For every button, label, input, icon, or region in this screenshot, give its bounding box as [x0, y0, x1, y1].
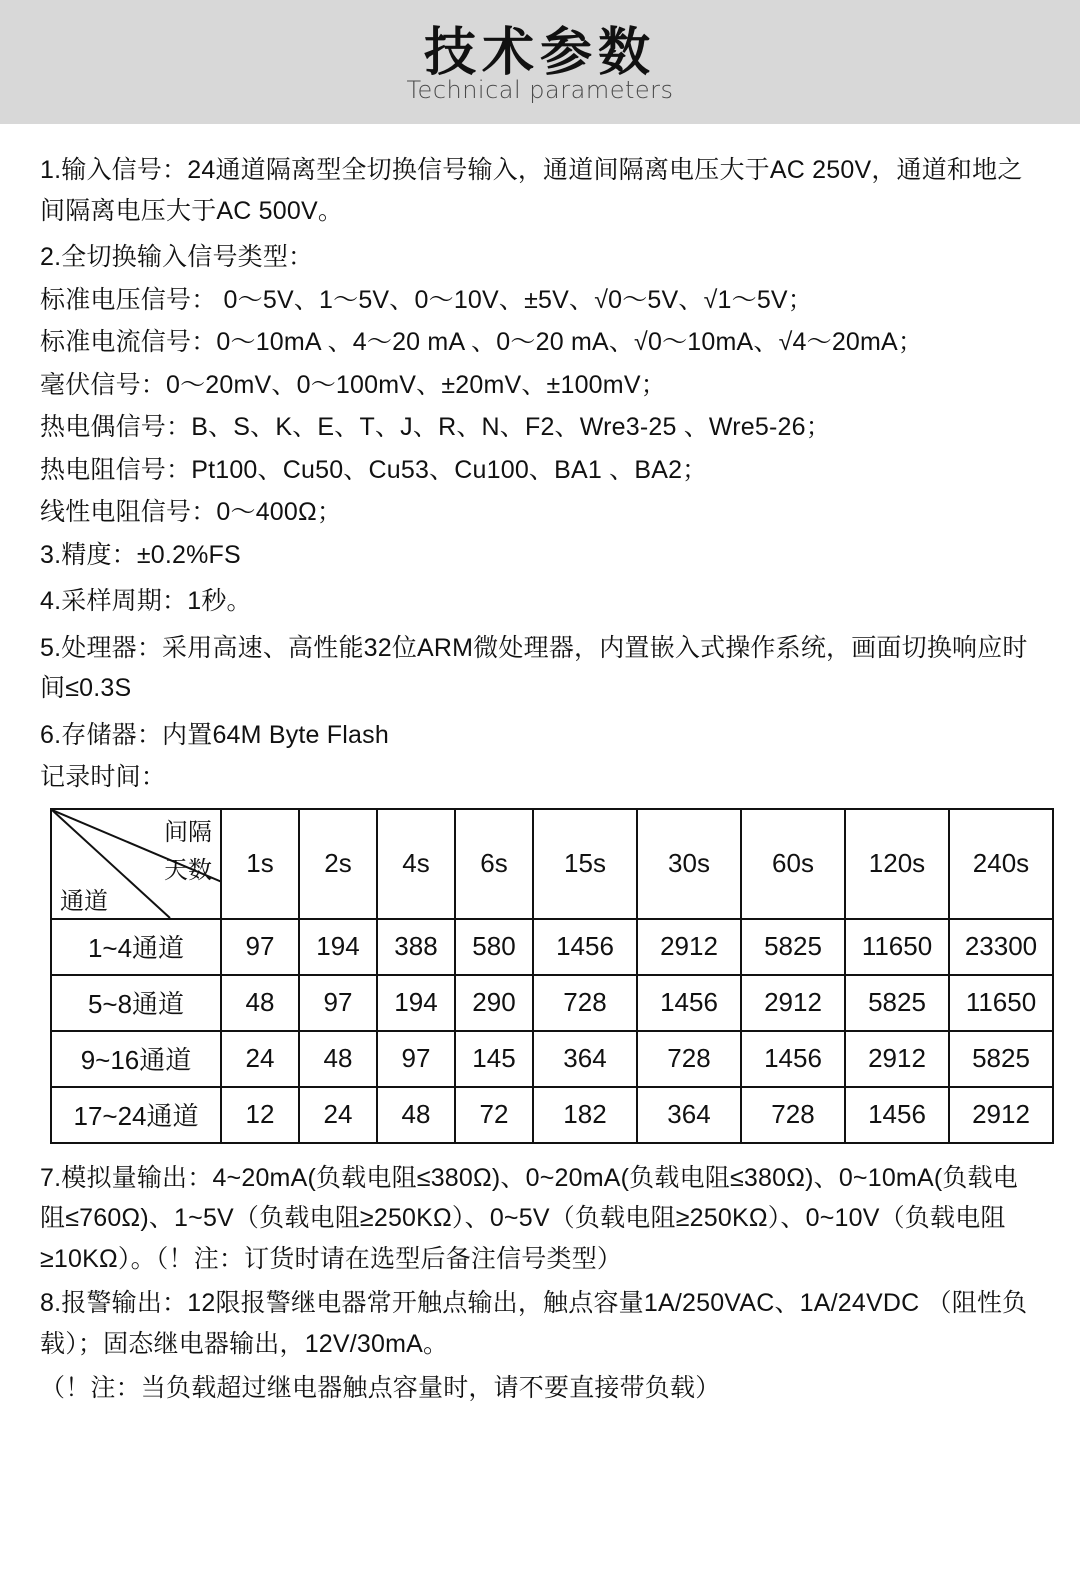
- table-col-header: 1s: [221, 809, 299, 919]
- table-cell: 11650: [949, 975, 1053, 1031]
- table-row: [51, 1087, 1053, 1143]
- table-corner-cell: [51, 809, 221, 919]
- table-col-header: 2s: [299, 809, 377, 919]
- page-header: [0, 0, 1080, 124]
- spec-item-alarm-output: 8.报警输出：12限报警继电器常开触点输出，触点容量1A/250VAC、1A/24VDC （阻性负载）；固态继电器输出，12V/30mA。: [40, 1289, 1028, 1358]
- table-cell: 364: [637, 1087, 741, 1143]
- table-cell: 12: [221, 1087, 299, 1143]
- corner-label-channel: 通道: [60, 887, 108, 915]
- table-cell: 48: [377, 1087, 455, 1143]
- table-cell: 48: [221, 975, 299, 1031]
- table-col-header: 30s: [637, 809, 741, 919]
- table-col-header: 4s: [377, 809, 455, 919]
- spec-item-input-signal: 1.输入信号：24通道隔离型全切换信号输入，通道间隔离电压大于AC 250V，通道和地之间隔离电压大于AC 500V。: [40, 156, 1023, 225]
- spec-item-analog-output: 7.模拟量输出：4~20mA(负载电阻≤380Ω)、0~20mA(负载电阻≤380Ω)、0~10mA(负载电阻≤760Ω)、1~5V（负载电阻≥250KΩ）、0~5V（负载电阻≥250KΩ）、0~10V（负载电阻≥10KΩ）。（！注：订货时请在选型后备注信号类型）: [40, 1163, 1018, 1273]
- table-cell: 580: [455, 919, 533, 975]
- table-cell: 5825: [845, 975, 949, 1031]
- table-cell: 97: [377, 1031, 455, 1087]
- table-cell: 24: [221, 1031, 299, 1087]
- spec-linear-resistance-signal: 线性电阻信号：0～400Ω；: [40, 498, 343, 526]
- spec-millivolt-signal: 毫伏信号：0～20mV、0～100mV、±20mV、±100mV；: [40, 370, 666, 399]
- corner-label-interval: 间隔: [164, 818, 212, 846]
- table-row-label: 1~4通道: [51, 919, 221, 975]
- table-cell: 97: [221, 919, 299, 975]
- spec-item-signal-types: 2.全切换输入信号类型：: [40, 243, 314, 271]
- table-col-header: 120s: [845, 809, 949, 919]
- footer-specs: [40, 1158, 1040, 1409]
- table-cell: 290: [455, 975, 533, 1031]
- page-subtitle: Technical parameters: [406, 76, 674, 105]
- spec-thermocouple-signal: 热电偶信号：B、S、K、E、T、J、R、N、F2、Wre3-25 、Wre5-26；: [40, 413, 831, 441]
- spec-current-signal: 标准电流信号：0～10mA 、4～20 mA 、0～20 mA、√0～10mA、√4～20mA；: [40, 328, 924, 356]
- table-cell: 24: [299, 1087, 377, 1143]
- spec-voltage-signal: 标准电压信号： 0～5V、1～5V、0～10V、±5V、√0～5V、√1～5V；: [40, 285, 814, 314]
- table-row-label: 9~16通道: [51, 1031, 221, 1087]
- table-cell: 145: [455, 1031, 533, 1087]
- table-col-header: 60s: [741, 809, 845, 919]
- table-col-header: 6s: [455, 809, 533, 919]
- spec-item-memory: 6.存储器：内置64M Byte Flash: [40, 720, 389, 749]
- table-cell: 1456: [533, 919, 637, 975]
- table-row: [51, 1031, 1053, 1087]
- page-content: [0, 124, 1080, 1433]
- table-header-row: [51, 809, 1053, 919]
- table-row-label: 5~8通道: [51, 975, 221, 1031]
- table-cell: 728: [533, 975, 637, 1031]
- spec-item-processor: 5.处理器：采用高速、高性能32位ARM微处理器，内置嵌入式操作系统，画面切换响应时间≤0.3S: [40, 633, 1028, 702]
- spec-item-sampling-period: 4.采样周期：1秒。: [40, 587, 252, 615]
- table-cell: 5825: [741, 919, 845, 975]
- spec-item-accuracy: 3.精度：±0.2%FS: [40, 540, 241, 569]
- table-cell: 728: [741, 1087, 845, 1143]
- table-row: [51, 919, 1053, 975]
- spec-rtd-signal: 热电阻信号：Pt100、Cu50、Cu53、Cu100、BA1 、BA2；: [40, 455, 708, 484]
- record-time-table: [50, 808, 1054, 1144]
- spec-note-load: （！注：当负载超过继电器触点容量时，请不要直接带负载）: [40, 1374, 721, 1402]
- table-cell: 388: [377, 919, 455, 975]
- table-cell: 1456: [637, 975, 741, 1031]
- table-row: [51, 975, 1053, 1031]
- page-title: 技术参数: [423, 23, 656, 82]
- table-cell: 194: [377, 975, 455, 1031]
- table-cell: 23300: [949, 919, 1053, 975]
- table-cell: 2912: [949, 1087, 1053, 1143]
- table-cell: 5825: [949, 1031, 1053, 1087]
- table-cell: 364: [533, 1031, 637, 1087]
- record-time-table-wrap: [50, 808, 1040, 1144]
- table-cell: 2912: [741, 975, 845, 1031]
- table-cell: 48: [299, 1031, 377, 1087]
- table-cell: 11650: [845, 919, 949, 975]
- table-cell: 72: [455, 1087, 533, 1143]
- table-row-label: 17~24通道: [51, 1087, 221, 1143]
- table-col-header: 240s: [949, 809, 1053, 919]
- table-cell: 182: [533, 1087, 637, 1143]
- table-cell: 194: [299, 919, 377, 975]
- table-cell: 1456: [741, 1031, 845, 1087]
- table-cell: 728: [637, 1031, 741, 1087]
- table-cell: 2912: [637, 919, 741, 975]
- table-cell: 1456: [845, 1087, 949, 1143]
- corner-label-days: 天数: [164, 856, 212, 884]
- table-cell: 2912: [845, 1031, 949, 1087]
- table-col-header: 15s: [533, 809, 637, 919]
- table-cell: 97: [299, 975, 377, 1031]
- spec-item-record-time-label: 记录时间：: [40, 763, 167, 791]
